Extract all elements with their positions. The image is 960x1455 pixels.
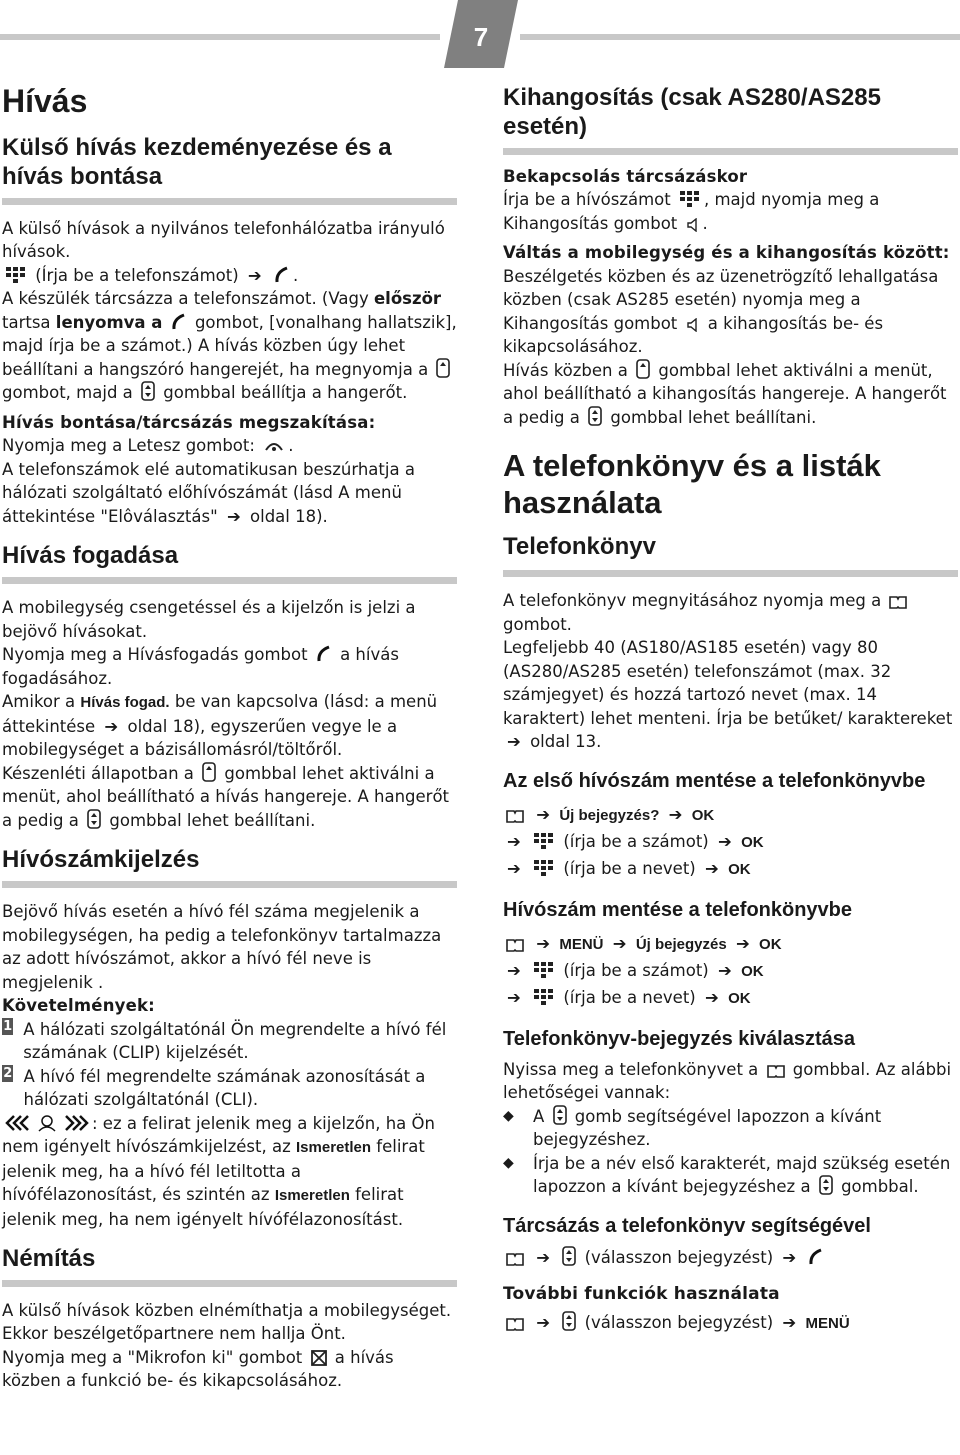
control-key-up-icon bbox=[202, 762, 216, 782]
section-rule bbox=[2, 577, 457, 584]
text: a hívás közben a funkció be- és kikapcsolásához. bbox=[2, 1347, 394, 1391]
text: gombbal lehet aktiválni a menüt, ahol beállítható a kihangosítás hangereje. A hangerőt a pedig a bbox=[503, 360, 947, 427]
arrow-icon: ➔ bbox=[226, 506, 241, 526]
control-key-updown-icon bbox=[87, 809, 101, 829]
bullet-item bbox=[503, 1105, 958, 1152]
step-row bbox=[503, 856, 958, 883]
paragraph bbox=[503, 1058, 958, 1105]
item-text: A hálózati szolgáltatónál Ön megrendelte a hívó fél számának (CLIP) kijelzését. bbox=[23, 1019, 447, 1063]
section-rule bbox=[2, 881, 457, 888]
control-key-up-icon bbox=[436, 358, 450, 378]
subheading: Követelmények: bbox=[2, 996, 155, 1016]
section-title-outgoing-call: Külső hívás kezdeményezése és a hívás bontása bbox=[2, 134, 392, 191]
section-rule bbox=[2, 198, 457, 205]
diamond-bullet-icon: ◆ bbox=[503, 1107, 514, 1124]
paragraph bbox=[503, 359, 958, 430]
section-title-handsfree: Kihangosítás (csak AS280/AS285 esetén) bbox=[503, 84, 881, 140]
display-text: OK bbox=[728, 989, 751, 1007]
section-title-save-number: Hívószám mentése a telefonkönyvbe bbox=[503, 898, 853, 921]
control-key-updown-icon bbox=[141, 381, 155, 401]
text: felirat jelenik meg, ha nem igényelt hívófélazonosítást. bbox=[2, 1185, 404, 1229]
display-text: OK bbox=[741, 962, 764, 980]
display-text: Hívás fogad. bbox=[80, 694, 170, 712]
paragraph bbox=[2, 287, 457, 405]
text: oldal 18). bbox=[250, 506, 328, 526]
step-row bbox=[503, 958, 958, 985]
control-key-updown-icon bbox=[562, 1311, 576, 1331]
text: : ez a felirat jelenik meg a kijelzőn, ha Ön nem igényelt hívószámkijelzést, az bbox=[2, 1113, 435, 1157]
paragraph: Írja be a hívószámot , majd nyomja meg a Kihangosítás gombot . bbox=[503, 190, 880, 233]
numbered-item bbox=[2, 1018, 457, 1065]
text-bold: lenyomva a bbox=[55, 312, 163, 332]
text: A telefonszámok elé automatikusan beszúrhatja a hálózati szolgáltató előhívószámát (lásd A menü áttekintése "Elôválasztás" bbox=[2, 459, 415, 526]
arrow-icon: ➔ bbox=[782, 1313, 797, 1333]
paragraph bbox=[503, 589, 958, 636]
right-column bbox=[503, 84, 958, 1337]
text: Beszélgetés közben és az üzenetrögzítő lehallgatása közben (csak AS285 esetén) nyomja meg a Kihangosítás gombot bbox=[503, 266, 939, 333]
arrow-icon: ➔ bbox=[536, 1313, 551, 1333]
arrow-icon: ➔ bbox=[507, 960, 521, 980]
item-number: 1 bbox=[3, 1018, 13, 1034]
paragraph bbox=[2, 643, 457, 690]
display-text: OK bbox=[759, 935, 782, 953]
steps-first-entry bbox=[503, 802, 958, 883]
display-text: OK bbox=[728, 860, 751, 878]
display-text: Új bejegyzés? bbox=[559, 806, 660, 824]
speaker-icon bbox=[686, 218, 700, 232]
arrow-icon: ➔ bbox=[104, 716, 119, 736]
arrow-icon: ➔ bbox=[704, 858, 719, 878]
left-column bbox=[2, 78, 457, 1393]
text: Nyomja meg a Hívásfogadás gombot bbox=[2, 645, 308, 665]
section-rule bbox=[503, 148, 958, 155]
paragraph bbox=[503, 636, 958, 754]
arrow-icon: ➔ bbox=[507, 831, 521, 851]
subheading: Bekapcsolás tárcsázáskor bbox=[503, 166, 748, 186]
arrow-icon: ➔ bbox=[704, 987, 719, 1007]
header-rule-right bbox=[520, 34, 960, 40]
text: (írja be a számot) bbox=[563, 831, 709, 851]
text: gombbal beállítja a hangerőt. bbox=[163, 383, 408, 403]
arrow-icon: ➔ bbox=[718, 831, 732, 851]
paragraph: A mobilegység csengetéssel és a kijelzőn is jelzi a bejövő hívásokat. bbox=[2, 598, 416, 641]
text: gombot, [vonalhang hallatszik], majd írja be a számot.) A hívás közben úgy lehet beállítani a hangszóró hangerejét, ha megnyomja a bbox=[2, 312, 457, 379]
arrow-icon: ➔ bbox=[668, 804, 683, 824]
arrow-icon: ➔ bbox=[536, 1247, 551, 1267]
arrow-icon: ➔ bbox=[718, 960, 732, 980]
section-rule bbox=[503, 570, 958, 577]
text: gombot. bbox=[503, 614, 572, 634]
section-title-phonebook: Telefonkönyv bbox=[503, 533, 656, 561]
section-title-mute: Némítás bbox=[2, 1245, 96, 1273]
phone-handset-icon bbox=[171, 313, 187, 331]
microphone-off-icon bbox=[311, 1350, 327, 1366]
keypad-icon bbox=[533, 859, 555, 877]
step-row bbox=[503, 802, 958, 829]
arrow-icon: ➔ bbox=[735, 933, 750, 953]
speaker-icon bbox=[686, 318, 700, 332]
arrow-icon: ➔ bbox=[612, 933, 627, 953]
text: gombbal lehet beállítani. bbox=[109, 810, 316, 830]
section-title-select-entry: Telefonkönyv-bejegyzés kiválasztása bbox=[503, 1027, 856, 1050]
steps-dial bbox=[503, 1245, 958, 1271]
paragraph: Bejövő hívás esetén a hívó fél száma megjelenik a mobilegységen, ha pedig a telefonkönyv tartalmazza az adott hívószámot, akkor a hívó fél neve is megjelenik . bbox=[2, 902, 442, 992]
display-text: OK bbox=[691, 806, 715, 824]
step-row bbox=[503, 829, 958, 856]
text: A bbox=[533, 1106, 545, 1126]
text: gombbal lehet aktiválni a menüt, ahol beállítható a hívás hangereje. A hangerőt a pedig a bbox=[2, 763, 450, 830]
paragraph: A külső hívások közben elnémíthatja a mobilegységet. Ekkor beszélgetőpartnere nem hallja Önt. bbox=[2, 1300, 452, 1344]
text: Nyomja meg a "Mikrofon ki" gombot bbox=[2, 1347, 303, 1367]
text: Hívás közben a bbox=[503, 360, 628, 380]
paragraph: (Írja be a telefonszámot) bbox=[35, 265, 239, 285]
text: oldal 18), egyszerűen vegye le a mobilegységet a bázisállomásról/töltőről. bbox=[2, 716, 398, 760]
text: Legfeljebb 40 (AS180/AS185 esetén) vagy 80 (AS280/AS285 esetén) telefonszámot (max. 32 számjegyet) és hozzá tartozó nevet (max. 14 karaktert) lehet menteni. Írja be betűket/ karaktereket bbox=[503, 638, 953, 728]
display-text: MENÜ bbox=[805, 1315, 850, 1333]
arrow-icon: ➔ bbox=[536, 933, 551, 953]
control-key-updown-icon bbox=[588, 406, 602, 426]
paragraph bbox=[2, 458, 457, 529]
text: (írja be a nevet) bbox=[563, 858, 696, 878]
text: , majd nyomja meg a Kihangosítás gombot bbox=[503, 190, 880, 233]
paragraph: A külső hívások a nyilvános telefonhálózatba irányuló hívások. bbox=[2, 218, 445, 262]
control-key-up-icon bbox=[636, 359, 650, 379]
item-text bbox=[533, 1152, 958, 1199]
keypad-icon bbox=[533, 832, 555, 850]
phonebook-icon bbox=[506, 1317, 524, 1331]
text: Nyomja meg a Letesz gombot: bbox=[2, 436, 255, 456]
phonebook-icon bbox=[889, 595, 907, 609]
phonebook-icon bbox=[506, 809, 524, 823]
chapter-title-phonebook: A telefonkönyv és a listák használata bbox=[503, 448, 881, 521]
arrow-icon: ➔ bbox=[536, 804, 551, 824]
section-title-caller-id: Hívószámkijelzés bbox=[2, 846, 200, 874]
section-title-incoming-call: Hívás fogadása bbox=[2, 542, 179, 570]
page-number-tab bbox=[444, 0, 518, 68]
bullet-item bbox=[503, 1152, 958, 1199]
dial-instruction: (Írja be a telefonszámot) ➔ . bbox=[2, 264, 457, 288]
control-key-updown-icon bbox=[553, 1105, 567, 1125]
text: (írja be a nevet) bbox=[563, 987, 696, 1007]
steps-more-functions bbox=[503, 1310, 958, 1337]
text: oldal 13. bbox=[530, 732, 602, 752]
chapter-title: Hívás bbox=[2, 83, 88, 119]
paragraph: Nyomja meg a Letesz gombot: . bbox=[2, 436, 294, 456]
anonymous-caller-display-icon bbox=[5, 1114, 89, 1132]
display-text: Ismeretlen bbox=[296, 1139, 372, 1157]
arrow-icon: ➔ bbox=[247, 265, 262, 285]
diamond-bullet-icon: ◆ bbox=[503, 1154, 514, 1171]
text: gombbal lehet beállítani. bbox=[610, 407, 817, 427]
text: (válasszon bejegyzést) bbox=[584, 1313, 774, 1333]
arrow-icon: ➔ bbox=[507, 858, 521, 878]
text: gombbal. bbox=[792, 1059, 871, 1079]
section-rule bbox=[2, 1280, 457, 1287]
text: tartsa bbox=[2, 312, 56, 332]
display-text: Új bejegyzés bbox=[635, 935, 727, 953]
text: Írja be a hívószámot bbox=[503, 190, 671, 210]
header-rule-left bbox=[0, 34, 440, 40]
section-title-dial-from-phonebook: Tárcsázás a telefonkönyv segítségével bbox=[503, 1214, 871, 1237]
text: Készenléti állapotban a bbox=[2, 763, 194, 783]
phone-handset-icon bbox=[274, 266, 290, 284]
text: Amikor a bbox=[2, 692, 76, 712]
paragraph bbox=[2, 762, 457, 833]
paragraph bbox=[2, 1346, 457, 1393]
text: A készülék tárcsázza a telefonszámot. (Vagy bbox=[2, 289, 374, 309]
arrow-icon: ➔ bbox=[782, 1247, 797, 1267]
control-key-updown-icon bbox=[819, 1175, 833, 1195]
text: gombbal. bbox=[841, 1177, 919, 1197]
display-text: MENÜ bbox=[559, 935, 604, 953]
phonebook-icon bbox=[767, 1064, 785, 1078]
end-call-icon bbox=[263, 438, 285, 454]
text: a hívás fogadásához. bbox=[2, 645, 399, 688]
text: a kihangosítás be- és kikapcsolásához. bbox=[503, 313, 884, 357]
subheading: Hívás bontása/tárcsázás megszakítása: bbox=[2, 412, 376, 432]
arrow-icon: ➔ bbox=[507, 732, 521, 752]
text: (írja be a számot) bbox=[563, 960, 709, 980]
keypad-icon bbox=[679, 190, 701, 208]
text: gomb segítségével lapozzon a kívánt bejegyzéshez. bbox=[533, 1106, 882, 1150]
numbered-item bbox=[2, 1065, 457, 1112]
text-bold: először bbox=[373, 289, 442, 309]
text: Az alábbi lehetőségei vannak: bbox=[503, 1059, 952, 1103]
item-number: 2 bbox=[3, 1065, 13, 1081]
step-row bbox=[503, 985, 958, 1012]
section-title-first-entry: Az első hívószám mentése a telefonkönyvbe bbox=[503, 769, 926, 792]
page-number: 7 bbox=[473, 22, 489, 52]
keypad-icon bbox=[533, 961, 555, 979]
paragraph bbox=[2, 690, 457, 762]
text: Nyissa meg a telefonkönyvet a bbox=[503, 1059, 759, 1079]
keypad-icon bbox=[5, 266, 27, 284]
subheading: Váltás a mobilegység és a kihangosítás között: bbox=[503, 243, 950, 263]
item-text bbox=[533, 1105, 958, 1152]
control-key-updown-icon bbox=[562, 1246, 576, 1266]
paragraph bbox=[503, 265, 958, 359]
phone-handset-icon bbox=[808, 1248, 824, 1266]
step-row bbox=[503, 931, 958, 958]
phone-handset-icon bbox=[316, 645, 332, 663]
text: gombot, majd a bbox=[2, 383, 133, 403]
text: Írja be a név első karakterét, majd szükség esetén lapozzon a kívánt bejegyzéshez a bbox=[533, 1153, 951, 1197]
phonebook-icon bbox=[506, 1252, 524, 1266]
arrow-icon: ➔ bbox=[507, 987, 521, 1007]
paragraph bbox=[2, 1112, 457, 1232]
item-text: A hívó fél megrendelte számának azonosítását a hálózati szolgáltatónál (CLI). bbox=[23, 1066, 426, 1110]
text: (válasszon bejegyzést) bbox=[584, 1247, 774, 1267]
keypad-icon bbox=[533, 988, 555, 1006]
display-text: OK bbox=[741, 833, 764, 851]
text: be van kapcsolva (lásd: a menü áttekintése bbox=[2, 692, 438, 736]
text: A telefonkönyv megnyitásához nyomja meg a bbox=[503, 591, 882, 611]
text: felirat jelenik meg, ha a hívó fél letiltotta a hívófélazonosítást, és szintén az bbox=[2, 1137, 425, 1205]
phonebook-icon bbox=[506, 938, 524, 952]
display-text: Ismeretlen bbox=[274, 1187, 350, 1205]
steps-save-number bbox=[503, 931, 958, 1012]
subheading: További funkciók használata bbox=[503, 1283, 780, 1304]
